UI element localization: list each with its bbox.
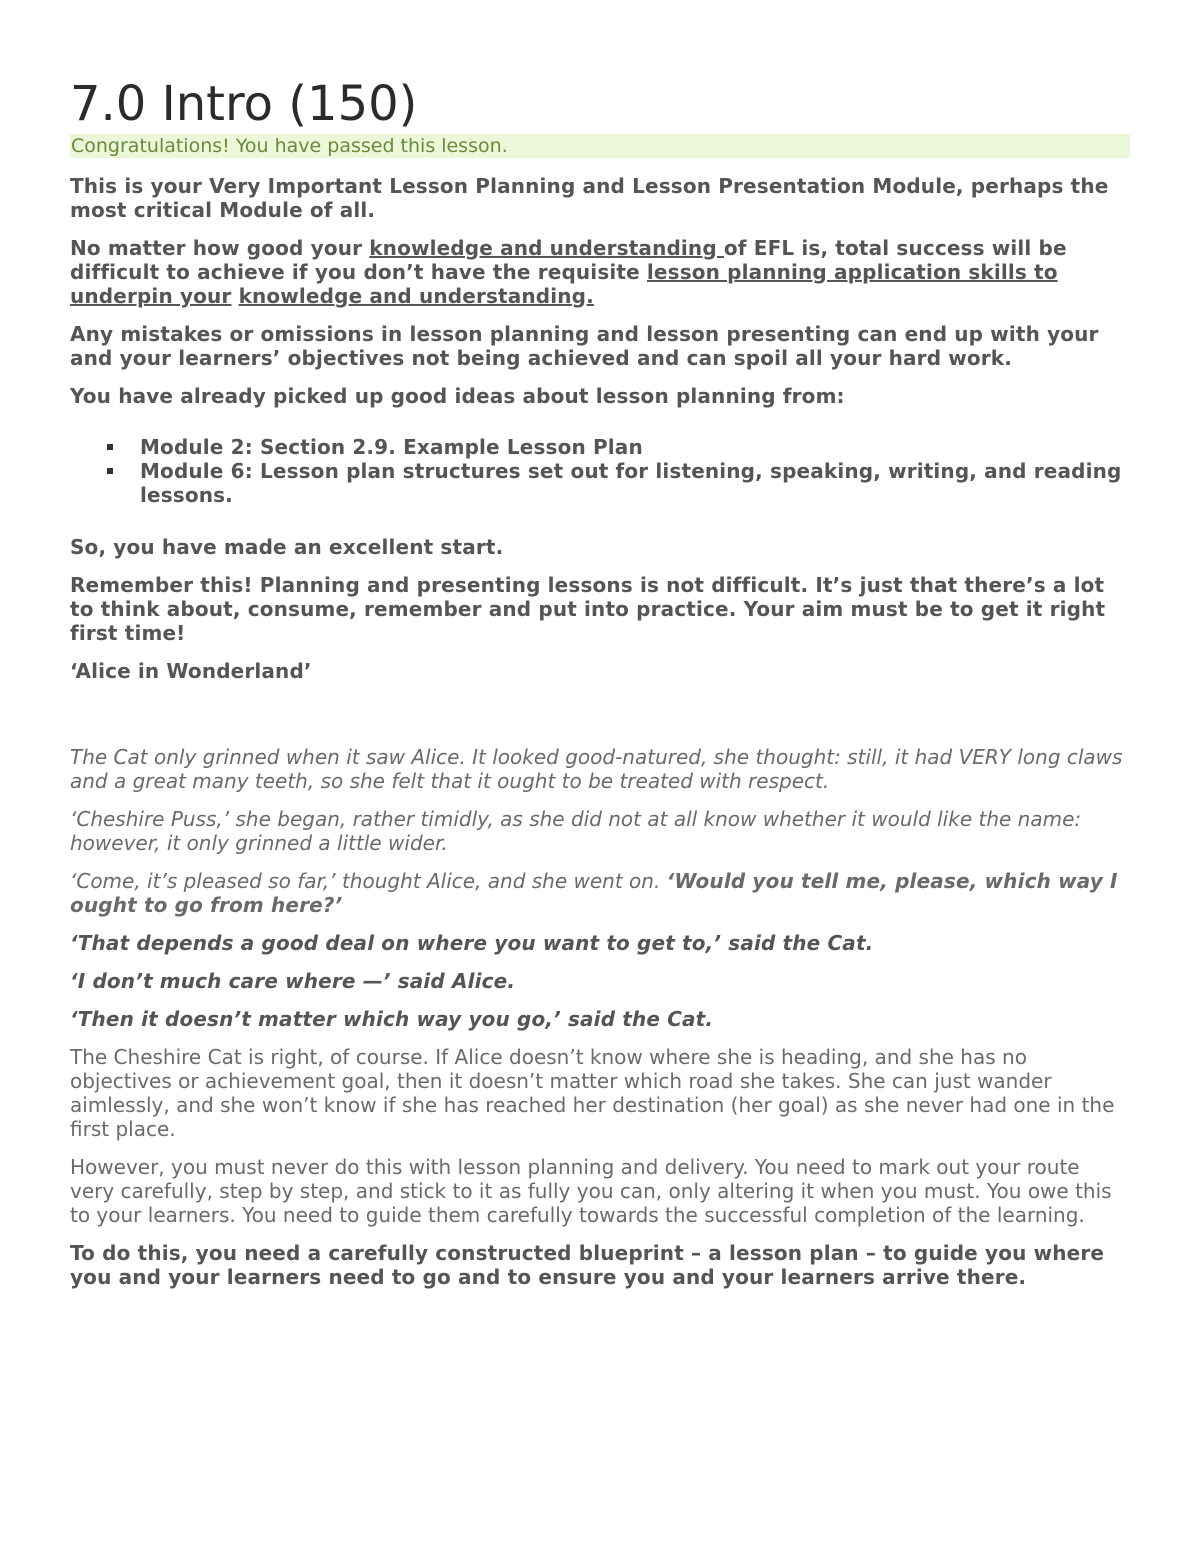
list-item-label: Module 2: Section 2.9. Example Lesson Plan — [140, 435, 643, 459]
knowledge-text-b: of EFL is, total success will be difficult to achieve if you don’t have the requisite — [70, 236, 1067, 284]
alice-quote-3-text: ‘Come, it’s pleased so far,’ thought Alice, and she went on. — [70, 869, 667, 893]
knowledge-text-a: No matter how good your — [70, 236, 370, 260]
knowledge-underline-a: knowledge and understanding — [369, 236, 724, 260]
however-paragraph: However, you must never do this with lesson planning and delivery. You need to mark out your route very carefully, step by step, and stick to it as fully you can, only altering it when you must. You owe this to your learners. You need to guide them carefully towards the successful completion of the learning. — [70, 1155, 1112, 1227]
intro-paragraph: This is your Very Important Lesson Planning and Lesson Presentation Module, perhaps the most critical Module of all. — [70, 174, 1109, 222]
lesson-passed-banner: Congratulations! You have passed this lesson. — [70, 134, 1130, 158]
ideas-paragraph: You have already picked up good ideas about lesson planning from: — [70, 384, 845, 408]
alice-quote-2: ‘Cheshire Puss,’ she began, rather timidly, as she did not at all know whether it would like the name: however, it only grinned a little wider. — [70, 807, 1082, 855]
square-bullet-icon — [107, 468, 113, 474]
mistakes-paragraph: Any mistakes or omissions in lesson planning and lesson presenting can end up with your and your learners’ objectives not being achieved and can spoil all your hard work. — [70, 322, 1099, 370]
alice-quote-3 — [70, 869, 1130, 917]
square-bullet-icon — [107, 444, 113, 450]
page-title: 7.0 Intro (150) — [70, 76, 418, 132]
remember-paragraph: Remember this! Planning and presenting lessons is not difficult. It’s just that there’s a lot to think about, consume, remember and put into practice. Your aim must be to get it right first time! — [70, 573, 1106, 645]
list-item — [140, 435, 1130, 459]
alice-quote-1: The Cat only grinned when it saw Alice. It looked good-natured, she thought: still, it had VERY long claws and a great many teeth, so she felt that it ought to be treated with respect. — [70, 745, 1123, 793]
list-item — [140, 459, 1130, 507]
alice-quote-6: ‘Then it doesn’t matter which way you go,’ said the Cat. — [70, 1007, 714, 1031]
alice-quote-4: ‘That depends a good deal on where you want to get to,’ said the Cat. — [70, 931, 874, 955]
module-list — [70, 435, 1130, 507]
knowledge-text-space — [231, 284, 238, 308]
alice-quote-5: ‘I don’t much care where —’ said Alice. — [70, 969, 516, 993]
alice-heading: ‘Alice in Wonderland’ — [70, 659, 312, 683]
knowledge-paragraph — [70, 236, 1130, 308]
alice-quote-3-bold: ‘Would you tell me, please, which way I ought to go from here?’ — [70, 869, 1118, 917]
cheshire-paragraph: The Cheshire Cat is right, of course. If Alice doesn’t know where she is heading, and she has no objectives or achievement goal, then it doesn’t matter which road she takes. She can just wander aimlessly, and she won’t know if she has reached her destination (her goal) as she never had one in the first place. — [70, 1045, 1115, 1141]
blueprint-paragraph: To do this, you need a carefully constructed blueprint – a lesson plan – to guide you where you and your learners need to go and to ensure you and your learners arrive there. — [70, 1241, 1105, 1289]
list-item-label: Module 6: Lesson plan structures set out for listening, speaking, writing, and reading lessons. — [140, 459, 1122, 507]
knowledge-underline-b: knowledge and understanding. — [238, 284, 594, 308]
start-paragraph: So, you have made an excellent start. — [70, 535, 504, 559]
skills-underline: lesson planning application skills to underpin your — [70, 260, 1058, 308]
